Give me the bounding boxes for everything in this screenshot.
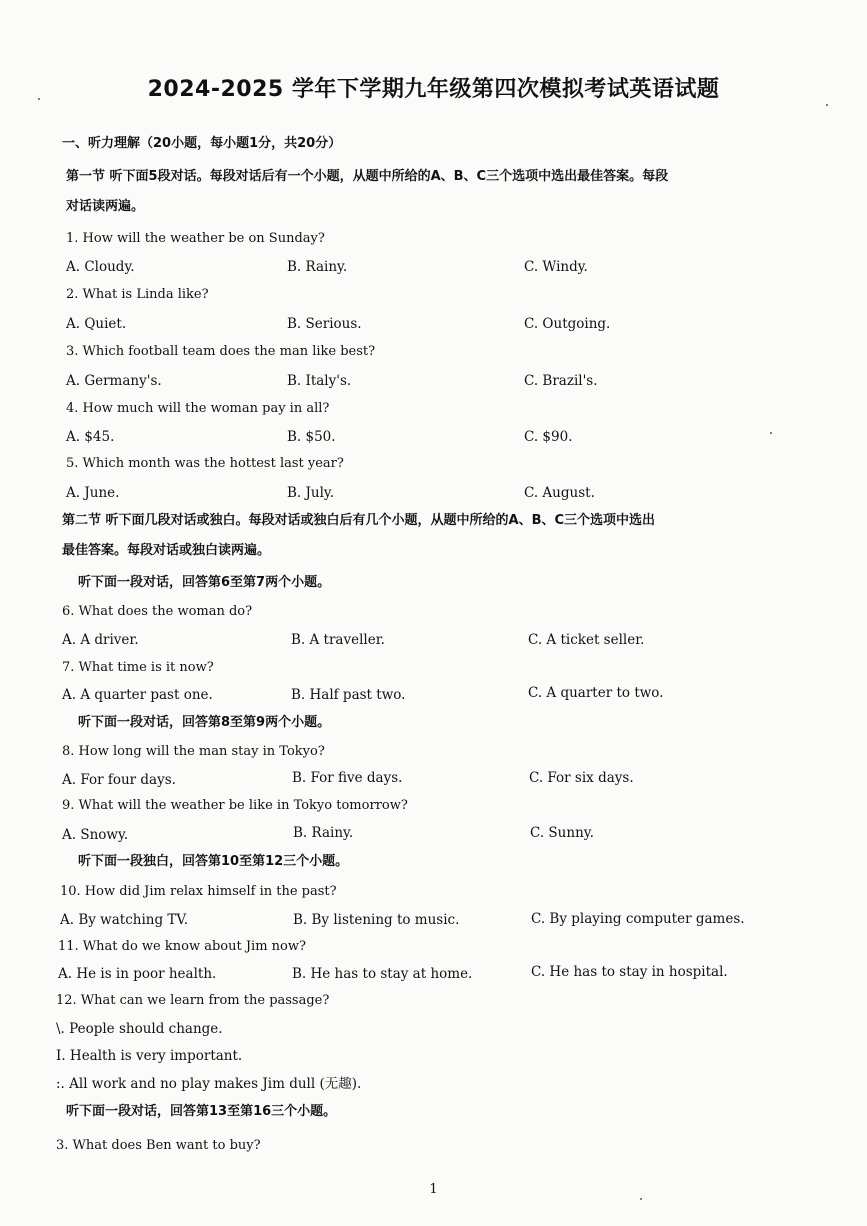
listening-instruction: 听下面一段对话，回答第13至第16三个小题。 xyxy=(66,1104,337,1119)
section2-instructions: 第二节 听下面几段对话或独白。每段对话或独白后有几个小题，从题中所给的A、B、C三个选项中选出 xyxy=(62,513,656,528)
option-b: B. July. xyxy=(287,485,335,501)
option-c: C. Brazil's. xyxy=(524,373,598,389)
scan-speck xyxy=(770,432,772,434)
option-b: B. Rainy. xyxy=(287,259,348,275)
option-b: B. $50. xyxy=(287,429,336,445)
option-b: B. Italy's. xyxy=(287,373,352,389)
option-c: C. Outgoing. xyxy=(524,316,611,332)
part1-heading: 一、听力理解（20小题，每小题1分，共20分） xyxy=(62,136,342,151)
option-c: C. A ticket seller. xyxy=(528,632,645,648)
exam-title: 2024-2025 学年下学期九年级第四次模拟考试英语试题 xyxy=(147,77,720,102)
option-b: B. Half past two. xyxy=(291,687,406,703)
section2-instructions-cont: 最佳答案。每段对话或独白读两遍。 xyxy=(62,543,271,558)
option-a: \. People should change. xyxy=(56,1021,223,1037)
option-a: A. For four days. xyxy=(62,772,176,788)
section1-instructions-cont: 对话读两遍。 xyxy=(66,199,145,214)
option-b: B. Rainy. xyxy=(293,825,354,841)
option-b: B. He has to stay at home. xyxy=(292,966,473,982)
section1-instructions: 第一节 听下面5段对话。每段对话后有一个小题，从题中所给的A、B、C三个选项中选出最佳答案。每段 xyxy=(66,169,669,184)
listening-instruction: 听下面一段对话，回答第8至第9两个小题。 xyxy=(78,715,331,730)
scan-speck xyxy=(640,1198,642,1200)
option-a: A. Cloudy. xyxy=(66,259,135,275)
option-c: C. A quarter to two. xyxy=(528,685,664,701)
question-stem: 1. How will the weather be on Sunday? xyxy=(66,231,325,246)
question-stem: 2. What is Linda like? xyxy=(66,287,209,302)
option-b: I. Health is very important. xyxy=(56,1048,243,1064)
question-stem: 10. How did Jim relax himself in the past? xyxy=(60,884,337,899)
option-c: C. He has to stay in hospital. xyxy=(531,964,728,980)
option-c: C. Sunny. xyxy=(530,825,594,841)
option-c: :. All work and no play makes Jim dull (无趣). xyxy=(56,1076,362,1092)
option-a: A. $45. xyxy=(66,429,115,445)
question-stem: 9. What will the weather be like in Tokyo tomorrow? xyxy=(62,798,408,813)
option-a: A. He is in poor health. xyxy=(58,966,217,982)
option-a: A. A driver. xyxy=(62,632,139,648)
question-stem: 12. What can we learn from the passage? xyxy=(56,993,330,1008)
option-c: C. For six days. xyxy=(529,770,634,786)
question-stem: 6. What does the woman do? xyxy=(62,604,253,619)
option-c: C. $90. xyxy=(524,429,573,445)
question-stem: 3. Which football team does the man like best? xyxy=(66,344,376,359)
option-b: B. By listening to music. xyxy=(293,912,460,928)
option-a: A. June. xyxy=(66,485,120,501)
option-a: A. A quarter past one. xyxy=(62,687,213,703)
option-b: B. Serious. xyxy=(287,316,362,332)
option-c: C. By playing computer games. xyxy=(531,911,745,927)
page-number: 1 xyxy=(429,1182,438,1197)
scan-speck xyxy=(826,104,828,106)
question-stem: 11. What do we know about Jim now? xyxy=(58,939,306,954)
question-stem: 5. Which month was the hottest last year? xyxy=(66,456,344,471)
question-stem: 3. What does Ben want to buy? xyxy=(56,1138,261,1153)
option-a: A. Snowy. xyxy=(62,827,129,843)
listening-instruction: 听下面一段对话，回答第6至第7两个小题。 xyxy=(78,575,331,590)
option-a: A. By watching TV. xyxy=(60,912,189,928)
option-a: A. Quiet. xyxy=(66,316,127,332)
question-stem: 4. How much will the woman pay in all? xyxy=(66,401,330,416)
option-b: B. A traveller. xyxy=(291,632,385,648)
option-a: A. Germany's. xyxy=(66,373,162,389)
option-c: C. Windy. xyxy=(524,259,588,275)
question-stem: 8. How long will the man stay in Tokyo? xyxy=(62,744,325,759)
option-b: B. For five days. xyxy=(292,770,403,786)
option-c: C. August. xyxy=(524,485,595,501)
listening-instruction: 听下面一段独白，回答第10至第12三个小题。 xyxy=(78,854,349,869)
question-stem: 7. What time is it now? xyxy=(62,660,214,675)
